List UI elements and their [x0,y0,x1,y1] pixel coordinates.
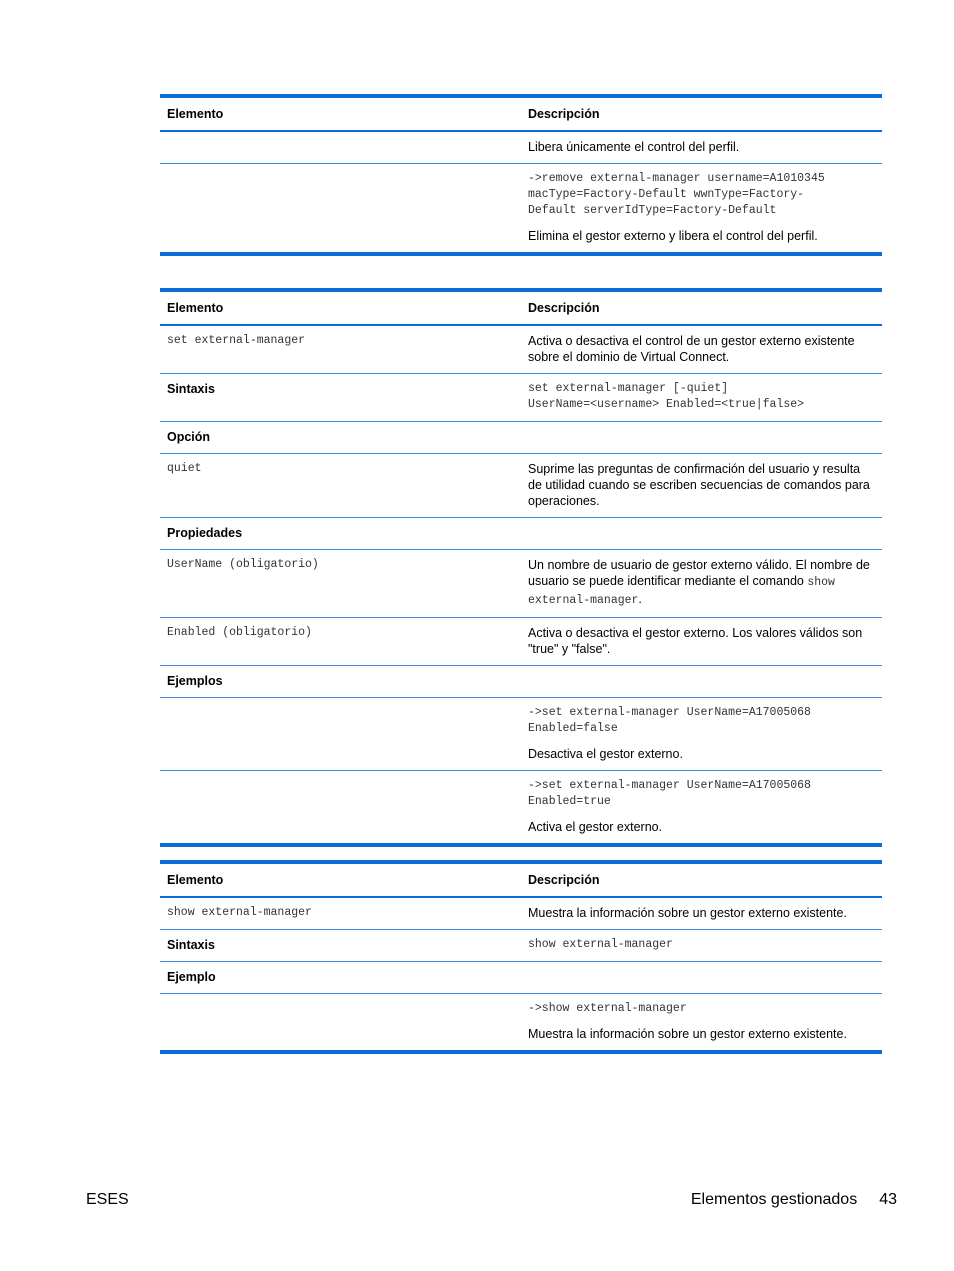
table-row [160,930,882,962]
option-quiet-description: Suprime las preguntas de confirmación del usuario y resulta de utilidad cuando se escriben secuencias de comandos para operaciones. [521,454,882,518]
table-row [160,962,882,994]
footer-section-title: Elementos gestionados [690,1191,858,1208]
table-row [160,518,882,550]
code-example: ->set external-manager UserName=A17005068 Enabled=true [528,779,811,808]
table-show-external-manager [160,860,882,1054]
table-row [160,131,882,164]
option-quiet: quiet [160,454,521,518]
footer-locale: ESES [86,1191,129,1208]
property-username-description [521,550,882,618]
examples-header: Ejemplos [160,666,521,698]
footer-section [691,1191,897,1209]
table-row [160,550,882,618]
table-row [160,164,882,255]
cell-empty [521,666,882,698]
header-element: Elemento [160,290,521,325]
table-row [160,698,882,771]
cell-empty [521,422,882,454]
command-name: set external-manager [160,325,521,374]
code-example: ->set external-manager UserName=A17005068 Enabled=false [528,706,811,735]
code-example: ->remove external-manager username=A1010345 macType=Factory-Default wwnType=Factory- Default serverIdType=Factory-Default [528,172,825,217]
table-header-row [160,290,882,325]
syntax-label: Sintaxis [160,930,521,962]
property-enabled: Enabled (obligatorio) [160,618,521,666]
cell-empty [160,164,521,255]
cell-description: Libera únicamente el control del perfil. [521,131,882,164]
description-end: . [638,592,642,606]
header-description: Descripción [521,862,882,897]
cell-empty [160,131,521,164]
example-header: Ejemplo [160,962,521,994]
syntax-label: Sintaxis [160,374,521,422]
syntax-code: set external-manager [-quiet] UserName=<username> Enabled=<true|false> [521,374,882,422]
cell-empty [160,994,521,1053]
property-username: UserName (obligatorio) [160,550,521,618]
table-row [160,771,882,846]
cell-example [521,698,882,771]
properties-header: Propiedades [160,518,521,550]
table-header-row [160,862,882,897]
table-remove-external-manager [160,94,882,256]
header-element: Elemento [160,96,521,131]
header-description: Descripción [521,96,882,131]
example-description: Desactiva el gestor externo. [528,747,683,761]
cell-empty [160,771,521,846]
cell-example [521,164,882,255]
table-set-external-manager [160,288,882,847]
table-row [160,994,882,1053]
table-row [160,454,882,518]
table-row [160,618,882,666]
header-element: Elemento [160,862,521,897]
cell-example [521,771,882,846]
table-row [160,325,882,374]
command-description: Activa o desactiva el control de un gestor externo existente sobre el dominio de Virtual Connect. [521,325,882,374]
syntax-code: show external-manager [521,930,882,962]
example-description: Elimina el gestor externo y libera el control del perfil. [528,229,818,243]
table-row [160,897,882,930]
page-number: 43 [879,1191,897,1208]
inline-command: show external-manager [528,576,835,607]
example-description: Activa el gestor externo. [528,820,663,834]
cell-empty [521,962,882,994]
option-header: Opción [160,422,521,454]
header-description: Descripción [521,290,882,325]
command-description: Muestra la información sobre un gestor externo existente. [521,897,882,930]
cell-empty [160,698,521,771]
example-description: Muestra la información sobre un gestor externo existente. [528,1027,847,1041]
cell-example [521,994,882,1053]
description-text: Un nombre de usuario de gestor externo válido. El nombre de usuario se puede identificar mediante el comando [528,558,870,588]
table-row [160,374,882,422]
table-header-row [160,96,882,131]
cell-empty [521,518,882,550]
property-enabled-description: Activa o desactiva el gestor externo. Los valores válidos son "true" y "false". [521,618,882,666]
table-row [160,666,882,698]
table-row [160,422,882,454]
command-name: show external-manager [160,897,521,930]
code-example: ->show external-manager [528,1002,687,1015]
